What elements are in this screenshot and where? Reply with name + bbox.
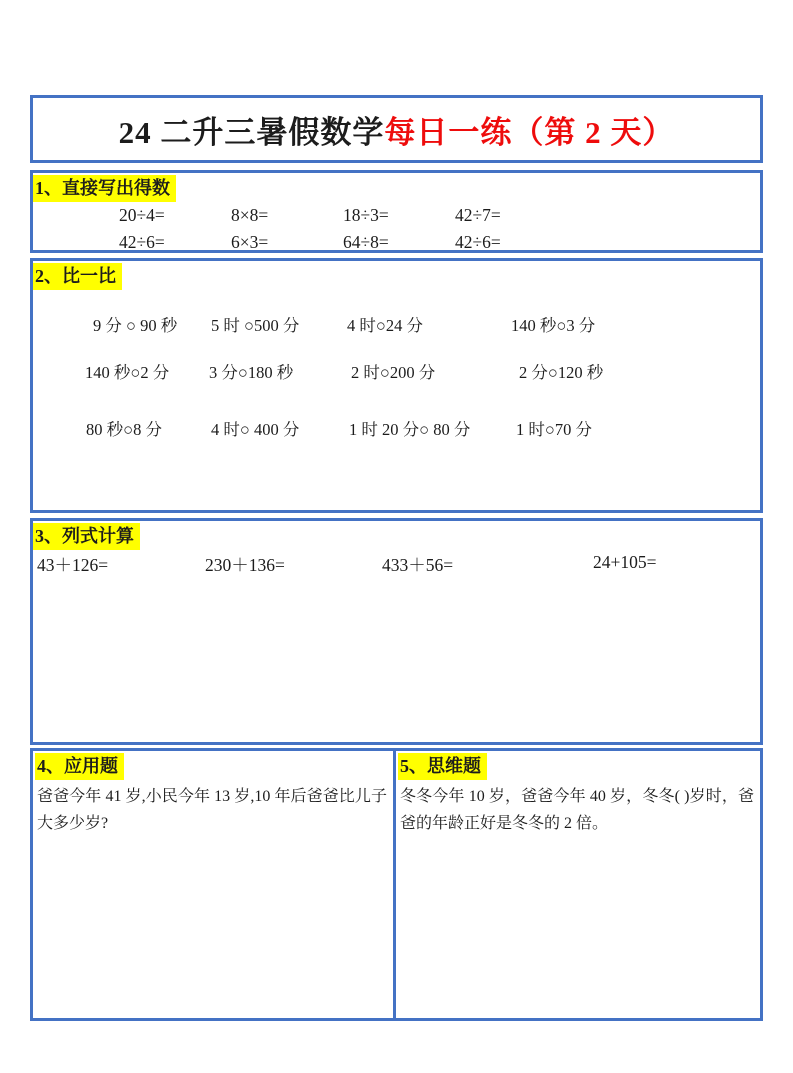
compare-item: 2 分○120 秒 <box>519 363 604 382</box>
compare-item: 4 时○24 分 <box>347 316 423 335</box>
compare-item: 2 时○200 分 <box>351 363 436 382</box>
math-problem: 42÷7= <box>455 205 501 225</box>
math-problem: 433＋56= <box>382 555 454 575</box>
compare-item: 140 秒○3 分 <box>511 316 596 335</box>
section4-heading: 4、应用题 <box>35 753 124 780</box>
section3-heading: 3、列式计算 <box>33 523 140 550</box>
calc-row <box>33 229 760 256</box>
math-problem: 20÷4= <box>119 205 165 225</box>
thinking-problem-text: 冬冬今年 10 岁，爸爸今年 40 岁，冬冬( )岁时，爸爸的年龄正好是冬冬的 2 倍。 <box>400 788 754 832</box>
math-problem: 230＋136= <box>205 555 285 575</box>
math-problem: 18÷3= <box>343 205 389 225</box>
worksheet-title-black: 24 二升三暑假数学 <box>118 114 385 150</box>
compare-item: 1 时 20 分○ 80 分 <box>349 420 471 439</box>
compare-item: 1 时○70 分 <box>516 420 592 439</box>
math-problem: 42÷6= <box>119 232 165 252</box>
compare-item: 140 秒○2 分 <box>85 363 170 382</box>
math-problem: 24+105= <box>593 552 657 572</box>
compare-item: 80 秒○8 分 <box>86 420 162 439</box>
section-word-problem <box>33 751 396 1018</box>
word-problem-text: 爸爸今年 41 岁,小民今年 13 岁,10 年后爸爸比儿子大多少岁? <box>37 788 387 832</box>
section-bottom-row <box>30 748 763 1021</box>
math-problem: 42÷6= <box>455 232 501 252</box>
section-compare <box>30 258 763 513</box>
section1-heading: 1、直接写出得数 <box>33 175 176 202</box>
math-problem: 8×8= <box>231 205 269 225</box>
compare-item: 4 时○ 400 分 <box>211 420 300 439</box>
math-problem: 64÷8= <box>343 232 389 252</box>
compare-item: 9 分 ○ 90 秒 <box>93 316 178 335</box>
math-problem: 43＋126= <box>37 555 109 575</box>
compare-item: 3 分○180 秒 <box>209 363 294 382</box>
section2-heading: 2、比一比 <box>33 263 122 290</box>
math-problem: 6×3= <box>231 232 269 252</box>
compare-item: 5 时 ○500 分 <box>211 316 300 335</box>
worksheet-title-box <box>30 95 763 163</box>
section-thinking-problem <box>396 751 760 1018</box>
calc-row <box>33 202 760 229</box>
section-write-answers <box>30 170 763 253</box>
worksheet-title-red: 每日一练（第 2 天） <box>384 114 675 150</box>
section-column-calc <box>30 518 763 745</box>
section5-heading: 5、思维题 <box>398 753 487 780</box>
